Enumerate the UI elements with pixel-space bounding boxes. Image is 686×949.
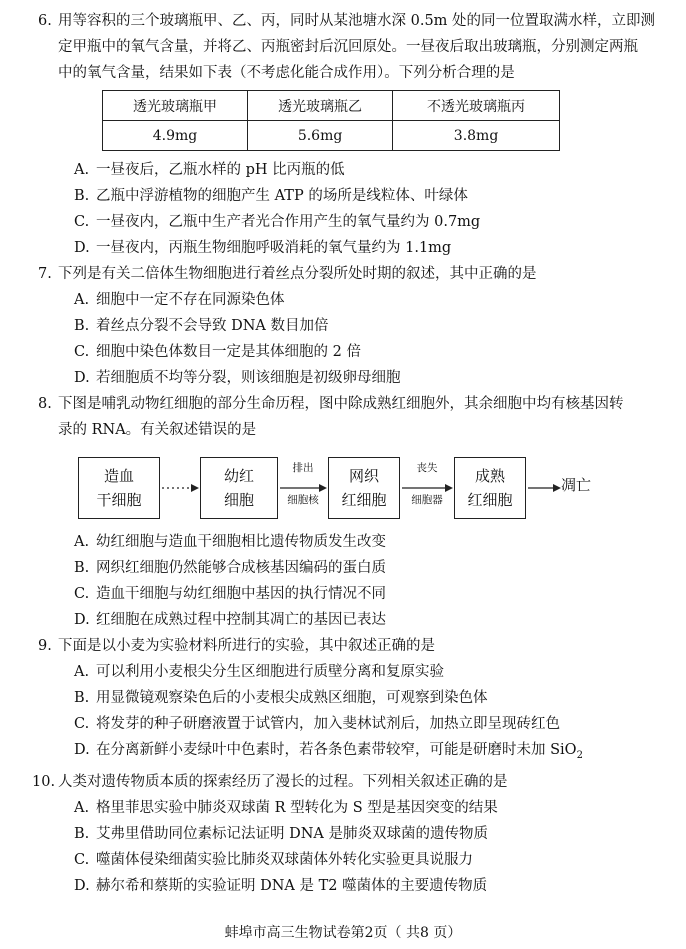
question-number: 7. (38, 266, 52, 282)
flow-box-label: 红细胞 (341, 491, 387, 509)
arrow-label-top: 排出 (292, 462, 314, 474)
flow-box-reticulocyte (328, 457, 400, 519)
option-letter: C. (74, 586, 90, 602)
option-d (58, 873, 660, 899)
arrow-label-top: 丧失 (416, 462, 438, 474)
option-b (58, 821, 660, 847)
option-letter: A. (74, 664, 90, 680)
option-b (58, 555, 660, 581)
option-c (58, 209, 660, 235)
table-header-cell: 透光玻璃瓶甲 (103, 91, 248, 121)
flow-box-mature-cell (454, 457, 526, 519)
option-text: 一昼夜内，丙瓶生物细胞呼吸消耗的氧气量约为 1.1mg (96, 240, 452, 256)
option-a (58, 157, 660, 183)
option-text: 噬菌体侵染细菌实验比肺炎双球菌体外转化实验更具说服力 (96, 851, 473, 868)
option-a (58, 795, 660, 821)
option-letter: C. (74, 214, 90, 230)
option-c (58, 847, 660, 873)
table-header-row (103, 91, 560, 121)
option-letter: C. (74, 344, 90, 360)
question-number: 10. (32, 773, 56, 790)
option-d (58, 607, 660, 633)
option-letter: B. (74, 188, 90, 204)
option-letter: C. (74, 851, 90, 868)
dotted-arrow-icon (160, 449, 200, 527)
flow-box-label: 网织 (348, 467, 379, 485)
question-number: 8. (38, 396, 52, 412)
q7-options (58, 287, 660, 391)
option-letter: A. (74, 162, 90, 178)
question-stem-line: 下图是哺乳动物红细胞的部分生命历程，图中除成熟红细胞外，其余细胞中均有核基因转 (58, 396, 624, 412)
option-text: 乙瓶中浮游植物的细胞产生 ATP 的场所是线粒体、叶绿体 (96, 188, 468, 204)
option-c (58, 581, 660, 607)
option-letter: D. (74, 612, 90, 628)
option-text: 艾弗里借助同位素标记法证明 DNA 是肺炎双球菌的遗传物质 (96, 825, 489, 842)
question-7 (38, 261, 660, 287)
table-header-cell: 透光玻璃瓶乙 (248, 91, 393, 121)
arrow-icon (526, 449, 562, 527)
option-a (58, 659, 660, 685)
q10-options (58, 795, 660, 899)
option-letter: D. (74, 742, 90, 758)
option-text: 着丝点分裂不会导致 DNA 数目加倍 (96, 318, 329, 334)
flow-box-label: 干细胞 (96, 491, 142, 509)
option-text: 细胞中一定不存在同源染色体 (96, 292, 285, 308)
option-b (58, 183, 660, 209)
option-letter: A. (74, 799, 90, 816)
option-letter: C. (74, 716, 90, 732)
option-letter: B. (74, 690, 90, 706)
option-c (58, 339, 660, 365)
option-a (58, 529, 660, 555)
apoptosis-label: 凋亡 (561, 476, 592, 494)
question-6 (38, 8, 660, 86)
option-text: 红细胞在成熟过程中控制其凋亡的基因已表达 (96, 612, 386, 628)
table-cell: 5.6mg (248, 121, 393, 151)
q9-options (58, 659, 660, 769)
option-text: 一昼夜内，乙瓶中生产者光合作用产生的氧气量约为 0.7mg (96, 214, 481, 230)
question-stem-line: 录的 RNA。有关叙述错误的是 (58, 422, 257, 438)
red-cell-lifecycle-diagram (58, 449, 660, 527)
table-cell: 3.8mg (393, 121, 560, 151)
option-c (58, 711, 660, 737)
table-header-cell: 不透光玻璃瓶丙 (393, 91, 560, 121)
flow-box-label: 细胞 (223, 491, 254, 509)
option-letter: B. (74, 560, 90, 576)
flow-box-erythroblast (200, 457, 278, 519)
option-a (58, 287, 660, 313)
option-text: 格里菲思实验中肺炎双球菌 R 型转化为 S 型是基因突变的结果 (96, 799, 498, 816)
option-letter: A. (74, 292, 90, 308)
question-10 (32, 769, 660, 795)
option-text: 赫尔希和蔡斯的实验证明 DNA 是 T2 噬菌体的主要遗传物质 (96, 877, 488, 894)
question-stem-line: 用等容积的三个玻璃瓶甲、乙、丙，同时从某池塘水深 0.5m 处的同一位置取满水样，立即测 (58, 13, 656, 29)
question-stem-line: 下面是以小麦为实验材料所进行的实验，其中叙述正确的是 (58, 638, 435, 654)
question-9 (38, 633, 660, 659)
option-text: 将发芽的种子研磨液置于试管内，加入斐林试剂后，加热立即呈现砖红色 (96, 716, 560, 732)
option-text: 一昼夜后，乙瓶水样的 pH 比丙瓶的低 (96, 162, 345, 178)
page-footer: 蚌埠市高三生物试卷第2页（ 共8 页） (224, 925, 462, 941)
option-text: 造血干细胞与幼红细胞中基因的执行情况不同 (96, 586, 386, 602)
question-stem-line: 定甲瓶中的氧气含量，并将乙、丙瓶密封后沉回原处。一昼夜后取出玻璃瓶，分别测定两瓶 (58, 39, 638, 55)
arrow-label-bottom: 细胞核 (287, 494, 319, 506)
question-stem-line: 下列是有关二倍体生物细胞进行着丝点分裂所处时期的叙述，其中正确的是 (58, 266, 537, 282)
option-text: 若细胞质不均等分裂，则该细胞是初级卵母细胞 (96, 370, 401, 386)
option-d (58, 365, 660, 391)
option-text: 用显微镜观察染色后的小麦根尖成熟区细胞，可观察到染色体 (96, 690, 488, 706)
subscript: 2 (576, 749, 583, 761)
question-8 (38, 391, 660, 443)
flow-box-label: 幼红 (223, 467, 254, 485)
question-stem-line: 中的氧气含量，结果如下表（不考虑化能合成作用）。下列分析合理的是 (58, 65, 515, 81)
option-text: 网织红细胞仍然能够合成核基因编码的蛋白质 (96, 560, 386, 576)
flow-box-label: 红细胞 (467, 491, 513, 509)
question-number: 6. (38, 13, 52, 29)
option-text: 在分离新鲜小麦绿叶中色素时，若各条色素带较窄，可能是研磨时未加 SiO (96, 742, 577, 758)
q6-options (58, 157, 660, 261)
arrow-label-bottom: 细胞器 (411, 494, 443, 506)
question-stem-line: 人类对遗传物质本质的探索经历了漫长的过程。下列相关叙述正确的是 (58, 773, 508, 790)
option-d (58, 235, 660, 261)
table-row (103, 121, 560, 151)
option-text: 幼红细胞与造血干细胞相比遗传物质发生改变 (96, 534, 386, 550)
option-letter: D. (74, 877, 90, 894)
oxygen-table (102, 90, 560, 151)
question-number: 9. (38, 638, 52, 654)
option-letter: D. (74, 370, 90, 386)
option-b (58, 685, 660, 711)
table-cell: 4.9mg (103, 121, 248, 151)
option-letter: A. (74, 534, 90, 550)
option-b (58, 313, 660, 339)
option-text: 可以利用小麦根尖分生区细胞进行质壁分离和复原实验 (96, 664, 444, 680)
option-text: 细胞中染色体数目一定是其体细胞的 2 倍 (96, 344, 361, 360)
option-letter: D. (74, 240, 90, 256)
flow-box-label: 造血 (103, 467, 134, 485)
option-d (58, 737, 660, 769)
option-letter: B. (74, 318, 90, 334)
flow-box-stem-cell (78, 457, 160, 519)
flow-box-label: 成熟 (474, 467, 505, 485)
option-letter: B. (74, 825, 90, 842)
q8-options (58, 529, 660, 633)
